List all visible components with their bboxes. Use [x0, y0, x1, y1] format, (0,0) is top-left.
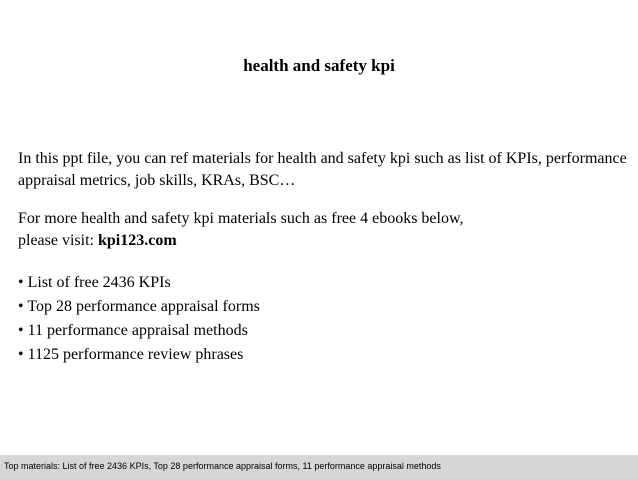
list-item: • Top 28 performance appraisal forms	[18, 298, 260, 315]
slide-title: health and safety kpi	[243, 56, 395, 75]
list-item: • 11 performance appraisal methods	[18, 322, 248, 339]
more-info-paragraph	[18, 208, 628, 252]
footer-bar	[0, 455, 638, 479]
intro-paragraph: In this ppt file, you can ref materials for health and safety kpi such as list of KPIs, performance appraisal metrics, job skills, KRAs, BSC…	[18, 150, 627, 189]
materials-list	[18, 271, 260, 367]
visit-label: please visit:	[18, 232, 98, 249]
list-item: • List of free 2436 KPIs	[18, 274, 171, 291]
footer-text: Top materials: List of free 2436 KPIs, Top 28 performance appraisal forms, 11 performance appraisal methods	[4, 461, 441, 471]
list-item: • 1125 performance review phrases	[18, 346, 244, 363]
visit-link[interactable]: kpi123.com	[97, 232, 177, 249]
more-info-text: For more health and safety kpi materials such as free 4 ebooks below,	[18, 210, 464, 227]
